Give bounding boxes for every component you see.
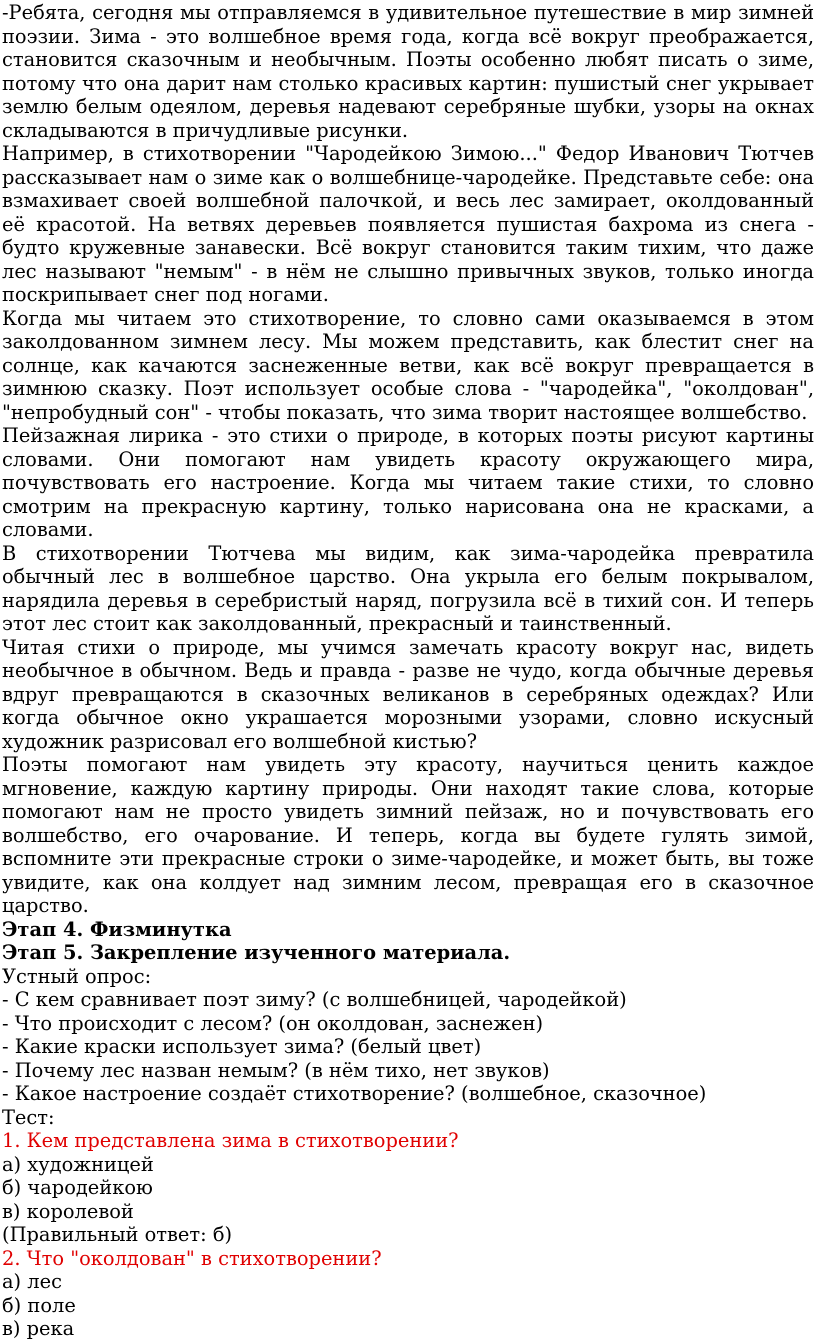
answer-option: б) чародейкою — [2, 1176, 153, 1199]
test-question-2: 2. Что "околдован" в стихотворении? — [2, 1246, 382, 1270]
stage-5-heading: Этап 5. Закрепление изученного материала. — [2, 941, 511, 964]
oral-item: - С кем сравнивает поэт зиму? (с волшебницей, чародейкой) — [2, 988, 627, 1011]
oral-item: - Какие краски использует зима? (белый цвет) — [2, 1035, 482, 1058]
paragraph-tyutchev: Например, в стихотворении "Чародейкою Зимою..." Федор Иванович Тютчев рассказывает нам о зиме как о волшебнице-чародейке. Представьте себе: она взмахивает своей волшебной палочкой, и весь лес замирает, околдованный её красотой. На ветвях деревьев появляется пушистая бахрома из снега - будто кружевные занавески. Всё вокруг становится таким тихим, что даже лес называют "немым" - в нём не слышно привычных звуков, только иногда поскрипывает снег под ногами. — [2, 142, 814, 306]
answer-option: а) лес — [2, 1270, 62, 1293]
paragraph-nature-poems: Читая стихи о природе, мы учимся замечать красоту вокруг нас, видеть необычное в обычном. Ведь и правда - разве не чудо, когда обычные деревья вдруг превращаются в сказочных великанов в серебряных одеждах? Или когда обычное окно украшается морозными узорами, словно искусный художник разрисовал его волшебной кистью? — [2, 635, 814, 753]
answer-option: в) королевой — [2, 1199, 134, 1223]
paragraph-landscape-lyrics: Пейзажная лирика - это стихи о природе, в которых поэты рисуют картины словами. Они помогают нам увидеть красоту окружающего мира, почувствовать его настроение. Когда мы читаем такие стихи, то словно смотрим на прекрасную картину, только нарисована она не красками, а словами. — [2, 424, 814, 541]
test-question-1: 1. Кем представлена зима в стихотворении? — [2, 1129, 459, 1152]
oral-survey-title: Устный опрос: — [2, 964, 152, 988]
oral-item: - Что происходит с лесом? (он околдован, заснежен) — [2, 1011, 544, 1035]
answer-option: а) художницей — [2, 1152, 154, 1176]
correct-answer-note: (Правильный ответ: б) — [2, 1223, 233, 1246]
paragraph-poets-help: Поэты помогают нам увидеть эту красоту, научиться ценить каждое мгновение, каждую картину природы. Они находят такие слова, которые помогают нам не просто увидеть зимний пейзаж, но и почувствовать его волшебство, его очарование. И теперь, когда вы будете гулять зимой, вспомните эти прекрасные строки о зиме-чародейке, и может быть, вы тоже увидите, как она колдует над зимним лесом, превращая его в сказочное царство. — [2, 753, 814, 917]
stage-4-heading: Этап 4. Физминутка — [2, 917, 232, 941]
document-body — [2, 1, 814, 1341]
oral-item: - Почему лес назван немым? (в нём тихо, нет звуков) — [2, 1058, 550, 1082]
answer-option: б) поле — [2, 1293, 76, 1317]
oral-item: - Какое настроение создаёт стихотворение? (волшебное, сказочное) — [2, 1082, 707, 1105]
test-title: Тест: — [2, 1105, 55, 1129]
paragraph-reading: Когда мы читаем это стихотворение, то словно сами оказываемся в этом заколдованном зимнем лесу. Мы можем представить, как блестит снег на солнце, как качаются заснеженные ветви, как всё вокруг превращается в зимнюю сказку. Поэт использует особые слова - "чародейка", "околдован", "непробудный сон" - чтобы показать, что зима творит настоящее волшебство. — [2, 306, 814, 424]
answer-option: в) река — [2, 1317, 75, 1340]
paragraph-intro: -Ребята, сегодня мы отправляемся в удивительное путешествие в мир зимней поэзии. Зима - это волшебное время года, когда всё вокруг преображается, становится сказочным и необычным. Поэты особенно любят писать о зиме, потому что она дарит нам столько красивых картин: пушистый снег укрывает землю белым одеялом, деревья надевают серебряные шубки, узоры на окнах складываются в причудливые рисунки. — [2, 1, 814, 142]
paragraph-enchanted-forest: В стихотворении Тютчева мы видим, как зима-чародейка превратила обычный лес в волшебное царство. Она укрыла его белым покрывалом, нарядила деревья в серебристый наряд, погрузила всё в тихий сон. И теперь этот лес стоит как заколдованный, прекрасный и таинственный. — [2, 541, 814, 635]
